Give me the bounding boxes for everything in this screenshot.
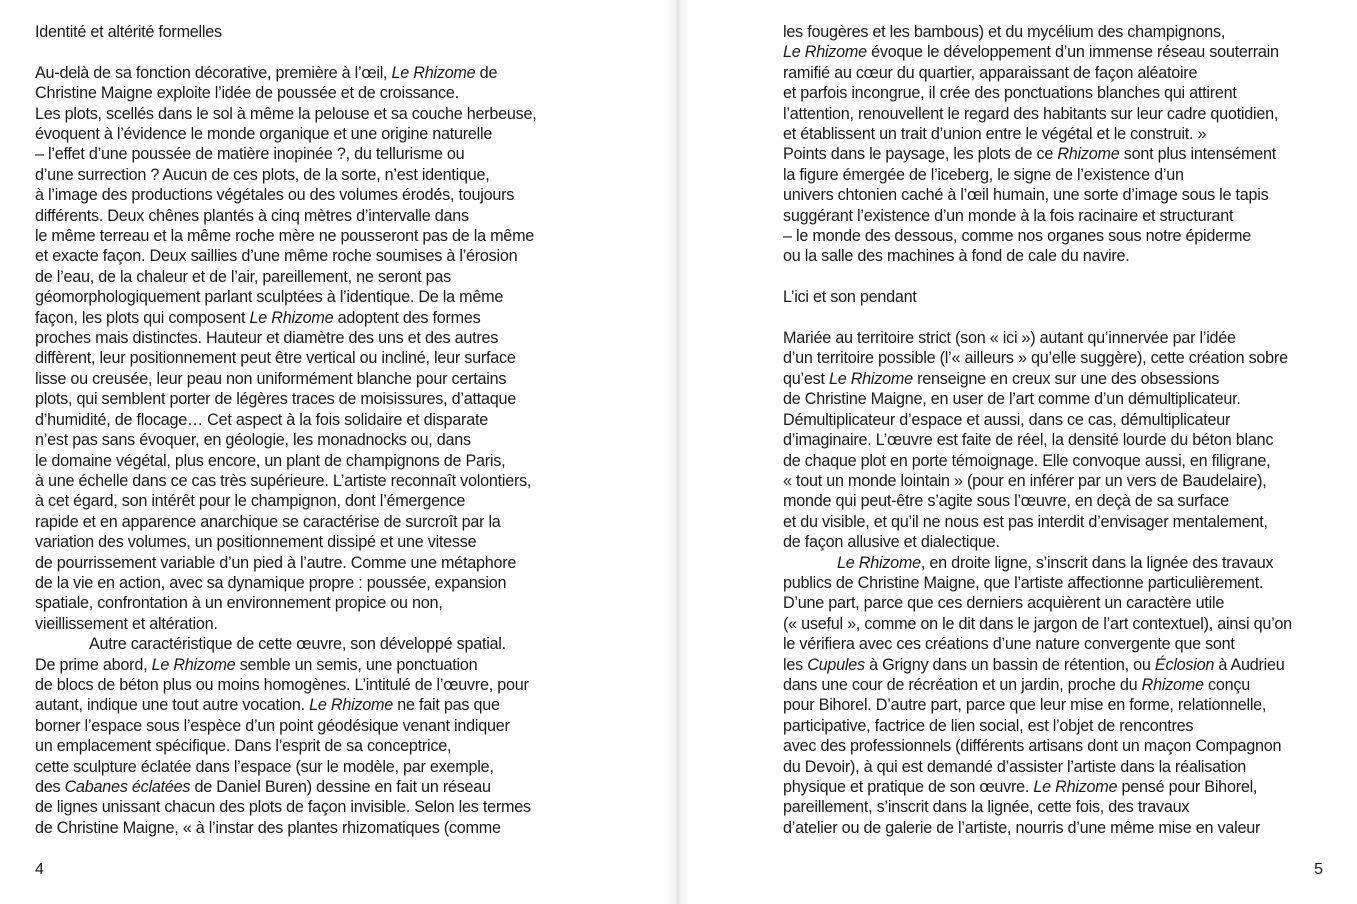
text-line: de façon allusive et dialectique.: [783, 533, 1000, 552]
text-line: univers chtonien caché à l’œil humain, une sorte d’image sous le tapis: [783, 186, 1269, 205]
text-line: suggérant l’existence d’un monde à la fois racinaire et structurant: [783, 206, 1234, 225]
text-line: (« useful », comme on le dit dans le jargon de l’art contextuel), ainsi qu’on: [783, 614, 1292, 633]
italic-title: Le Rhizome: [309, 696, 394, 715]
page-number: 4: [35, 861, 44, 878]
text-line: d’imaginaire. L’œuvre est faite de réel, la densité lourde du béton blanc: [783, 431, 1274, 450]
text-line: de l’eau, de la chaleur et de l’air, pareillement, ne seront pas: [35, 267, 451, 286]
text-line: ou la salle des machines à fond de cale du navire.: [783, 247, 1130, 266]
text-line: et exacte façon. Deux saillies d’une même roche soumises à l’érosion: [35, 247, 518, 266]
text-line: Christine Maigne exploite l’idée de poussée et de croissance.: [35, 84, 459, 103]
text-line: de la vie en action, avec sa dynamique propre : poussée, expansion: [35, 573, 507, 592]
italic-title: Cabanes éclatées: [64, 778, 191, 797]
text-line: variation des volumes, un positionnement dissipé et une vitesse: [35, 533, 477, 552]
text-line: participative, factrice de lien social, est l’objet de rencontres: [783, 716, 1194, 735]
right-page: [678, 0, 1357, 904]
text-line: lisse ou creusée, leur peau non uniformément blanche pour certains: [35, 369, 507, 388]
text-line: Le Rhizome, en droite ligne, s’inscrit dans la lignée des travaux: [837, 553, 1274, 572]
text-line: autant, indique une tout autre vocation. Le Rhizome ne fait pas que: [35, 696, 500, 715]
text-line: différents. Deux chênes plantés à cinq mètres d’intervalle dans: [35, 206, 469, 225]
text-line: de blocs de béton plus ou moins homogènes. L’intitulé de l’œuvre, pour: [35, 675, 529, 694]
left-paragraph-block: [35, 63, 595, 838]
text-line: le vérifiera avec ces créations d’une nature convergente que sont: [783, 635, 1235, 654]
right-paragraph-block-top: [783, 22, 1343, 267]
italic-title: Le Rhizome: [783, 43, 867, 62]
text-line: évoquent à l’évidence le monde organique et une origine naturelle: [35, 125, 493, 144]
italic-title: Rhizome: [1141, 675, 1204, 694]
left-page: [0, 0, 678, 904]
right-paragraph-block-bottom: [783, 328, 1343, 838]
text-line: Le Rhizome évoque le développement d’un immense réseau souterrain: [783, 43, 1279, 62]
text-line: pour Bihorel. D’autre part, parce que leur mise en forme, relationnelle,: [783, 696, 1267, 715]
text-line: le même terreau et la même roche mère ne pousseront pas de la même: [35, 227, 535, 246]
text-line: façon, les plots qui composent Le Rhizome adoptent des formes: [35, 308, 481, 327]
left-text-column: [35, 22, 595, 838]
italic-title: Rhizome: [1057, 145, 1120, 164]
text-line: un emplacement spécifique. Dans l’esprit de sa conceptrice,: [35, 737, 452, 756]
text-line: avec des professionnels (différents artisans dont un maçon Compagnon: [783, 737, 1282, 756]
text-line: borner l’espace sous l’espèce d’un point géodésique venant indiquer: [35, 716, 510, 735]
text-line: « tout un monde lointain » (pour en inférer par un vers de Baudelaire),: [783, 471, 1267, 490]
italic-title: Cupules: [807, 655, 865, 674]
text-line: pareillement, s’inscrit dans la lignée, cette fois, des travaux: [783, 798, 1190, 817]
text-line: de Christine Maigne, en user de l’art comme d’un démultiplicateur.: [783, 390, 1241, 409]
text-line: n’est pas sans évoquer, en géologie, les monadnocks ou, dans: [35, 431, 471, 450]
text-line: de chaque plot en porte témoignage. Elle convoque aussi, en filigrane,: [783, 451, 1271, 470]
text-line: rapide et en apparence anarchique se caractérise de surcroît par la: [35, 512, 501, 531]
text-line: d’humidité, de flocage… Cet aspect à la fois solidaire et disparate: [35, 410, 488, 429]
text-line: De prime abord, Le Rhizome semble un semis, une ponctuation: [35, 655, 478, 674]
text-line: les fougères et les bambous) et du mycélium des champignons,: [783, 23, 1226, 41]
text-line: spatiale, confrontation à un environnement propice ou non,: [35, 594, 443, 613]
text-line: dans une cour de récréation et un jardin, proche du Rhizome conçu: [783, 675, 1250, 694]
italic-title: Le Rhizome: [249, 308, 334, 327]
text-line: et parfois incongrue, il crée des ponctuations blanches qui attirent: [783, 84, 1237, 103]
text-line: du Devoir), à qui est demandé d’assister l’artiste dans la réalisation: [783, 757, 1246, 776]
page-number: 5: [1314, 861, 1323, 878]
text-line: à cet égard, son intérêt pour le champignon, dont l’émergence: [35, 492, 466, 511]
section-heading: L’ici et son pendant: [783, 288, 917, 307]
text-line: Au-delà de sa fonction décorative, première à l’œil, Le Rhizome de: [35, 63, 498, 82]
text-line: D’une part, parce que ces derniers acquièrent un caractère utile: [783, 594, 1225, 613]
text-line: le domaine végétal, plus encore, un plant de champignons de Paris,: [35, 451, 506, 470]
italic-title: Le Rhizome: [1033, 778, 1118, 796]
text-line: Mariée au territoire strict (son « ici ») autant qu’innervée par l’idée: [783, 329, 1236, 348]
text-line: de lignes unissant chacun des plots de façon invisible. Selon les termes: [35, 798, 531, 817]
text-line: l’attention, renouvellent le regard des habitants sur leur cadre quotidien,: [783, 104, 1279, 123]
text-line: proches mais distinctes. Hauteur et diamètre des uns et des autres: [35, 329, 499, 348]
right-text-column: [783, 22, 1343, 838]
text-line: de Christine Maigne, « à l’instar des plantes rhizomatiques (comme: [35, 818, 501, 837]
text-line: Autre caractéristique de cette œuvre, son développé spatial.: [89, 635, 506, 654]
text-line: la figure émergée de l’iceberg, le signe de l’existence d’un: [783, 165, 1184, 184]
italic-title: Le Rhizome: [391, 63, 476, 82]
text-line: et établissent un trait d’union entre le végétal et le construit. »: [783, 125, 1207, 144]
text-line: diffèrent, leur positionnement peut être vertical ou incliné, leur surface: [35, 349, 516, 368]
text-line: ramifié au cœur du quartier, apparaissant de façon aléatoire: [783, 63, 1198, 82]
section-heading: Identité et altérité formelles: [35, 23, 222, 41]
text-line: d’un territoire possible (l’« ailleurs » qu’elle suggère), cette création sobre: [783, 349, 1288, 368]
text-line: à une échelle dans ce cas très supérieure. L’artiste reconnaît volontiers,: [35, 471, 532, 490]
text-line: qu’est Le Rhizome renseigne en creux sur une des obsessions: [783, 369, 1220, 388]
italic-title: Éclosion: [1154, 655, 1215, 674]
text-line: et du visible, et qu’il ne nous est pas interdit d’envisager mentalement,: [783, 512, 1268, 531]
text-line: d’une surrection ? Aucun de ces plots, de la sorte, n’est identique,: [35, 165, 490, 184]
text-line: Les plots, scellés dans le sol à même la pelouse et sa couche herbeuse,: [35, 104, 537, 123]
text-line: des Cabanes éclatées de Daniel Buren) dessine en fait un réseau: [35, 778, 491, 797]
text-line: plots, qui semblent porter de légères traces de moisissures, d’attaque: [35, 390, 516, 409]
italic-title: Le Rhizome: [828, 369, 913, 388]
text-line: cette sculpture éclatée dans l’espace (sur le modèle, par exemple,: [35, 757, 494, 776]
text-line: monde qui peut-être s’agite sous l’œuvre, en deçà de sa surface: [783, 492, 1229, 511]
italic-title: Le Rhizome: [151, 655, 236, 674]
text-line: physique et pratique de son œuvre. Le Rhizome pensé pour Bihorel,: [783, 778, 1258, 796]
text-line: – l’effet d’une poussée de matière inopinée ?, du tellurisme ou: [35, 145, 465, 164]
text-line: – le monde des dessous, comme nos organes sous notre épiderme: [783, 227, 1251, 246]
text-line: vieillissement et altération.: [35, 614, 218, 633]
text-line: Points dans le paysage, les plots de ce Rhizome sont plus intensément: [783, 145, 1276, 164]
italic-title: Le Rhizome: [837, 553, 921, 572]
text-line: d’atelier ou de galerie de l’artiste, nourris d’une même mise en valeur: [783, 818, 1261, 837]
text-line: les Cupules à Grigny dans un bassin de rétention, ou Éclosion à Audrieu: [783, 655, 1285, 674]
text-line: géomorphologiquement parlant sculptées à l’identique. De la même: [35, 288, 504, 307]
text-line: publics de Christine Maigne, que l’artiste affectionne particulièrement.: [783, 573, 1264, 592]
text-line: à l’image des productions végétales ou des volumes érodés, toujours: [35, 186, 515, 205]
text-line: de pourrissement variable d’un pied à l’autre. Comme une métaphore: [35, 553, 517, 572]
text-line: Démultiplicateur d’espace et aussi, dans ce cas, démultiplicateur: [783, 410, 1231, 429]
